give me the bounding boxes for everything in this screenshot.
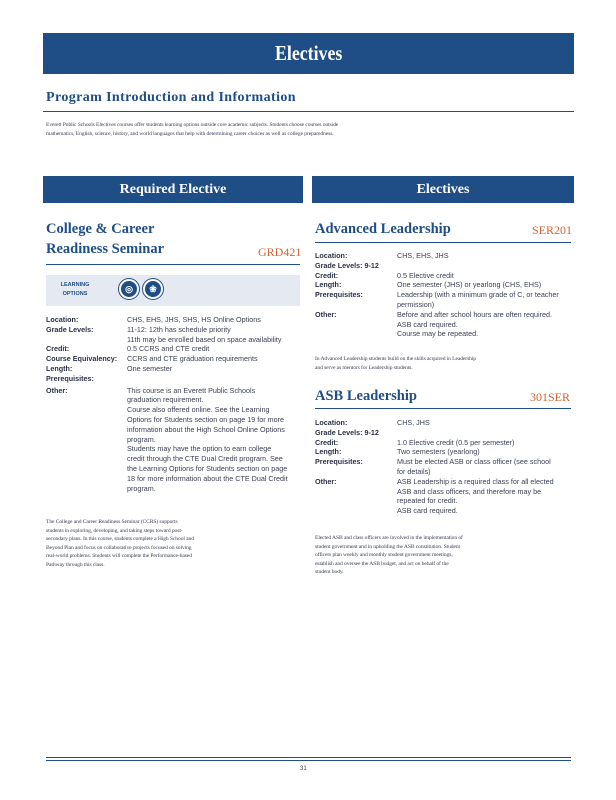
detail-label: Prerequisites: [315,290,363,300]
detail-row [315,438,571,448]
detail-label: Prerequisites: [46,373,94,383]
detail-value: CHS, EHS, JHS [397,251,449,260]
detail-value: 0.5 Elective credit [397,270,454,280]
page-number: 31 [300,766,307,772]
detail-row [315,251,571,261]
detail-value: 1.0 Elective credit (0.5 per semester) [397,437,515,447]
detail-label: Other: [46,385,68,395]
page-title-banner [43,33,574,74]
detail-row [315,271,571,281]
course-title-line: Advanced Leadership [315,221,451,237]
detail-row [315,280,571,290]
detail-row [46,325,302,345]
detail-value [397,428,571,438]
detail-row [46,364,302,374]
detail-row [46,315,302,325]
detail-label: Other: [315,309,337,319]
footer-divider [46,757,571,758]
electives-heading [312,176,574,203]
program-intro-text: Everett Public Schools Electives courses offer students learning options outside core academic subjects. Students choose courses outside mathematics, English, science, history, and world languages that help with determining career choices as well as college preparedness. [46,122,339,137]
detail-label: Credit: [315,437,339,447]
detail-row [315,457,571,477]
detail-value: Before and after school hours are often required. ASB card required. Course may be repeated. [397,309,553,339]
course-title-ccrs [46,219,164,259]
detail-value: Two semesters (yearlong) [397,447,480,457]
detail-value: ASB Leadership is a required class for all elected ASB and class officers, and therefore may be repeated for credit. ASB card required. [397,476,554,516]
course-details-advanced-leadership [315,251,571,339]
detail-label: Length: [46,363,73,373]
learning-options-box [46,275,300,306]
detail-row [315,428,571,438]
detail-label: Length: [315,447,342,457]
detail-value: One semester (JHS) or yearlong (CHS, EHS) [397,280,542,290]
page-title: Electives [274,41,343,65]
course-description: Elected ASB and class officers are involved in the implementation of student government and in upholding the ASB constitution. Student officers plan weekly and monthly student government meetings, establish and oversee the ASB budget, and act on behalf of the student body. [315,535,463,576]
course-description: In Advanced Leadership students build on the skills acquired in Leadership and serve as mentors for Leadership students. [315,356,476,371]
course-divider [315,242,571,243]
detail-label: Credit: [315,270,339,280]
detail-value: 11-12: 12th has schedule priority 11th may be enrolled based on space availability [127,324,282,344]
course-details-ccrs [46,315,302,493]
detail-label: Course Equivalency: [46,354,118,364]
detail-value: Must be elected ASB or class officer (see school for details) [397,457,551,476]
section-divider [43,111,574,112]
course-divider [46,264,300,265]
detail-value: This course is an Everett Public Schools graduation requirement. Course also offered online. See the Learning Options for Students section on page 19 for more information about the High School Online Options program. Students may have the option to earn college credit through the CTE Dual Credit program. See the Learning Options for Students section on page 18 for more information about the CTE Dual Credit program. [127,385,288,493]
cte-dual-credit-icon: ❀ [143,279,163,299]
course-divider [315,408,571,409]
course-code: SER201 [532,223,573,237]
detail-label: Location: [315,418,348,427]
online-course-icon: ◎ [119,279,139,299]
detail-label: Other: [315,476,337,486]
detail-value: Leadership (with a minimum grade of C, or teacher permission) [397,290,559,309]
detail-value [397,261,571,271]
electives-heading-text: Electives [416,181,470,197]
detail-row [46,344,302,354]
detail-value: CHS, EHS, JHS, SHS, HS Online Options [127,315,261,324]
detail-label: Grade Levels: 9-12 [315,260,379,270]
course-title-line: ASB Leadership [315,388,417,404]
detail-value: CHS, JHS [397,418,430,427]
detail-label: Length: [315,280,342,290]
detail-label: Grade Levels: [46,324,94,334]
detail-label: Location: [46,315,79,324]
course-description: The College and Career Readiness Seminar (CCRS) supports students in exploring, developing, and taking steps toward post-secondary plans. In this course, students complete a High School and Beyond Plan and focus on collaborative projects focused on solving real-world problems. Students will complete the Performance-based Pathway through this class. [46,519,194,568]
detail-label: Grade Levels: 9-12 [315,427,379,437]
detail-label: Credit: [46,344,70,354]
required-elective-heading [43,176,303,203]
course-code: 301SER [530,390,571,404]
detail-value: CCRS and CTE graduation requirements [127,354,258,364]
detail-row [315,447,571,457]
course-code: GRD421 [258,245,302,259]
learning-options-label: LEARNING OPTIONS [60,282,90,297]
course-details-asb-leadership [315,418,571,516]
detail-row [315,261,571,271]
detail-row [315,477,571,516]
required-elective-heading-text: Required Elective [119,181,227,197]
detail-label: Location: [315,251,348,260]
detail-row [315,310,571,339]
course-title-advanced-leadership [315,219,451,239]
program-intro-heading: Program Introduction and Information [46,90,296,105]
course-title-line: College & Career [46,221,155,237]
footer-divider [46,760,571,761]
course-title-line: Readiness Seminar [46,241,165,257]
detail-row [46,354,302,364]
detail-row [315,418,571,428]
detail-row [46,386,302,494]
detail-value: 0.5 CCRS and CTE credit [127,344,210,354]
detail-row [46,374,302,384]
detail-label: Prerequisites: [315,457,363,467]
detail-row [315,290,571,310]
course-title-asb-leadership [315,386,417,406]
detail-value [127,374,302,384]
detail-value: One semester [127,363,173,373]
